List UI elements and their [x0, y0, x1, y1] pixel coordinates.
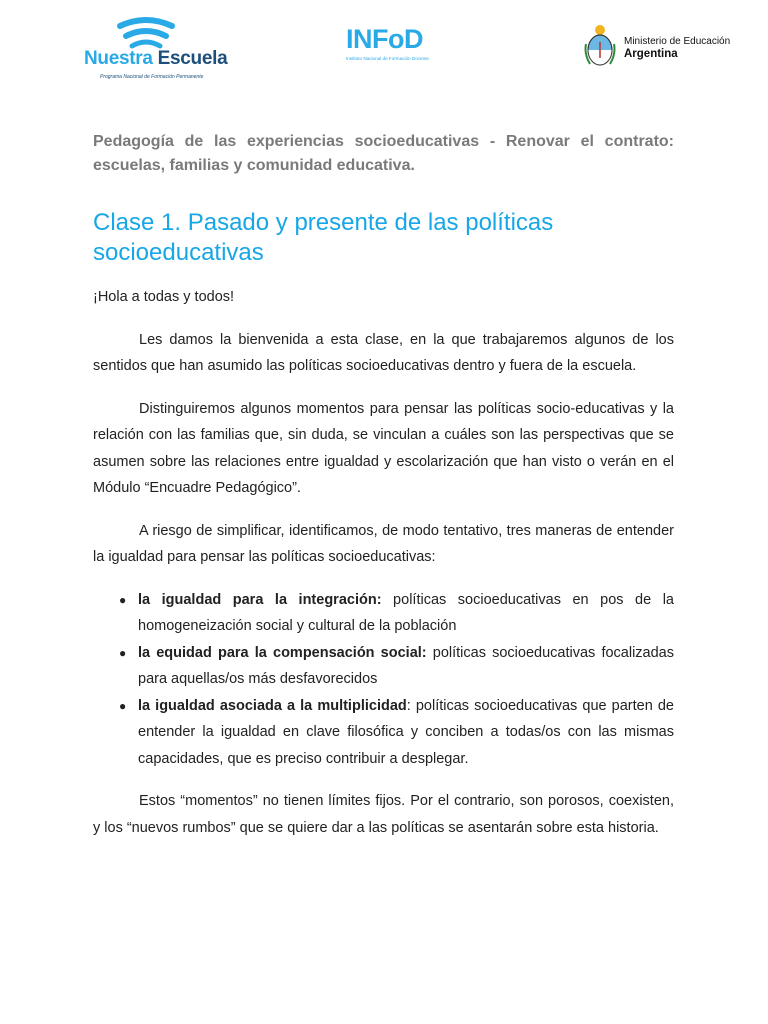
- ministerio-line2: Argentina: [624, 48, 678, 60]
- paragraph-1: Les damos la bienvenida a esta clase, en la que trabajaremos algunos de los sentidos que han asumido las políticas socioeducativas dentro y fuera de la escuela.: [93, 331, 674, 374]
- flag-arcs-icon: [116, 16, 176, 50]
- class-title: Clase 1. Pasado y presente de las políticas socioeducativas: [93, 209, 554, 266]
- ministerio-text: [624, 36, 730, 60]
- paragraph-3: A riesgo de simplificar, identificamos, de modo tentativo, tres maneras de entender la igualdad para pensar las políticas socioeducativas:: [93, 522, 674, 565]
- nuestra-escuela-title: [84, 48, 227, 70]
- paragraph-4: Estos “momentos” no tienen límites fijos. Por el contrario, son porosos, coexisten, y los “nuevos rumbos” que se quiere dar a las políticas se asentarán sobre esta historia.: [93, 793, 674, 836]
- list-item: [93, 693, 674, 773]
- ministerio-logo: [584, 24, 734, 72]
- greeting: ¡Hola a todas y todos!: [93, 289, 235, 305]
- list-item-bold: la igualdad para la integración:: [138, 591, 382, 608]
- escuela-word: Escuela: [157, 48, 228, 69]
- list-item: [93, 640, 674, 693]
- list-item: [93, 587, 674, 640]
- list-item-text: : políticas socioeducativas que parten de entender la igualdad en clave filosófica y conciben a todas/os con las mismas capacidades, que es preciso contribuir a desplegar.: [138, 697, 674, 767]
- list-item-bold: la equidad para la compensación social:: [138, 644, 427, 661]
- infod-subtitle: Instituto Nacional de Formación Docente: [346, 56, 429, 61]
- bullet-icon: ●: [119, 645, 127, 660]
- bullet-icon: ●: [119, 698, 127, 713]
- list-item-bold: la igualdad asociada a la multiplicidad: [138, 697, 407, 714]
- infod-title: INFoD: [346, 24, 423, 54]
- document-body: [93, 130, 674, 841]
- paragraph-2: Distinguiremos algunos momentos para pensar las políticas socio-educativas y la relación con las familias que, sin duda, se vinculan a cuáles son las perspectivas que se asumen sobre las relaciones entre igualdad y escolarización que han visto o verán en el Módulo “Encuadre Pedagógico”.: [93, 400, 674, 496]
- bullet-icon: ●: [119, 592, 127, 607]
- course-title: Pedagogía de las experiencias socioeducativas - Renovar el contrato: escuelas, familias y comunidad educativa.: [93, 133, 674, 174]
- ministerio-line1: Ministerio de Educación: [624, 36, 731, 47]
- coat-of-arms-icon: [584, 24, 616, 68]
- bullet-list: [93, 587, 674, 773]
- list-item-text: políticas socioeducativas en pos de la homogeneización social y cultural de la población: [138, 591, 674, 634]
- nuestra-word: Nuestra: [84, 48, 153, 69]
- nuestra-escuela-subtitle: Programa Nacional de Formación Permanente: [100, 74, 204, 80]
- infod-logo: [346, 24, 446, 70]
- nuestra-escuela-logo: [84, 14, 228, 84]
- page-header: [0, 0, 768, 100]
- list-item-text: políticas socioeducativas focalizadas para aquellas/os más desfavorecidos: [138, 644, 674, 687]
